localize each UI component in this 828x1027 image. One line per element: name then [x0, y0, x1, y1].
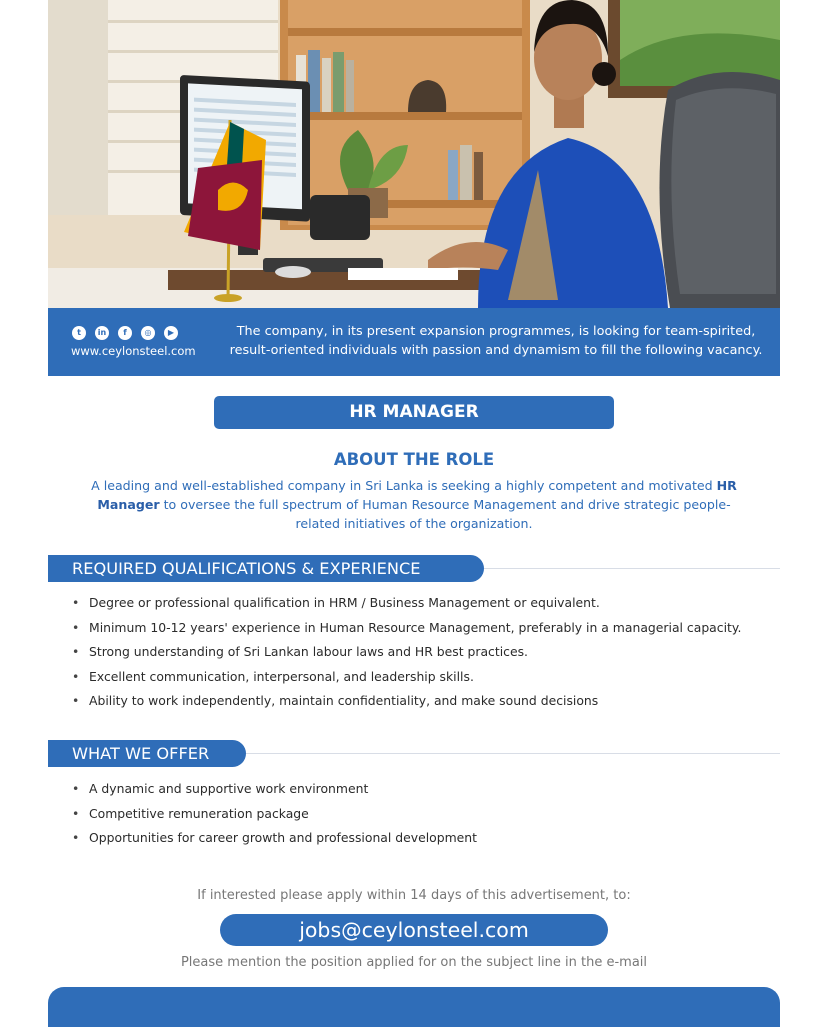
- youtube-icon[interactable]: ▶: [164, 326, 178, 340]
- section-divider: [484, 568, 780, 569]
- list-item: • A dynamic and supportive work environment: [89, 780, 477, 805]
- about-text: [88, 476, 740, 533]
- instagram-icon[interactable]: ◎: [141, 326, 155, 340]
- job-advert: [48, 0, 780, 1024]
- qualifications-heading: REQUIRED QUALIFICATIONS & EXPERIENCE: [48, 555, 484, 582]
- intro-line-2: result-oriented individuals with passion and dynamism to fill the following vacancy.: [229, 343, 763, 358]
- list-item: • Degree or professional qualification in HRM / Business Management or equivalent.: [89, 594, 741, 619]
- position-title: HR MANAGER: [214, 396, 614, 429]
- list-item: • Ability to work independently, maintain confidentiality, and make sound decisions: [89, 692, 741, 717]
- intro-line-1: The company, in its present expansion programmes, is looking for team-spirited,: [236, 324, 756, 339]
- about-heading: ABOUT THE ROLE: [333, 450, 495, 469]
- list-item: • Minimum 10-12 years' experience in Human Resource Management, preferably in a managerial capacity.: [89, 619, 741, 644]
- apply-instruction: If interested please apply within 14 days of this advertisement, to:: [197, 888, 631, 903]
- email-link[interactable]: jobs@ceylonsteel.com: [220, 914, 608, 946]
- social-links: [72, 326, 178, 340]
- about-text-part2: to oversee the full spectrum of Human Resource Management and drive strategic people-related initiatives of the organization.: [159, 497, 731, 531]
- offer-heading: WHAT WE OFFER: [48, 740, 246, 767]
- qualifications-list: [48, 594, 741, 717]
- list-item: • Opportunities for career growth and professional development: [89, 829, 477, 854]
- section-divider: [246, 753, 780, 754]
- list-item: • Excellent communication, interpersonal, and leadership skills.: [89, 668, 741, 693]
- list-item: • Strong understanding of Sri Lankan labour laws and HR best practices.: [89, 643, 741, 668]
- website-link[interactable]: www.ceylonsteel.com: [71, 344, 196, 358]
- about-role-name: HR Manager: [97, 478, 737, 512]
- facebook-icon[interactable]: f: [118, 326, 132, 340]
- intro-text: [226, 322, 766, 360]
- apply-note: Please mention the position applied for on the subject line in the e-mail: [180, 955, 648, 970]
- linkedin-icon[interactable]: in: [95, 326, 109, 340]
- twitter-icon[interactable]: t: [72, 326, 86, 340]
- about-text-part1: A leading and well-established company in Sri Lanka is seeking a highly competent and motivated: [91, 478, 713, 493]
- intro-banner: [48, 308, 780, 376]
- footer-bar: [48, 987, 780, 1027]
- hero-photo: [48, 0, 780, 308]
- list-item: • Competitive remuneration package: [89, 805, 477, 830]
- offer-list: [48, 780, 477, 854]
